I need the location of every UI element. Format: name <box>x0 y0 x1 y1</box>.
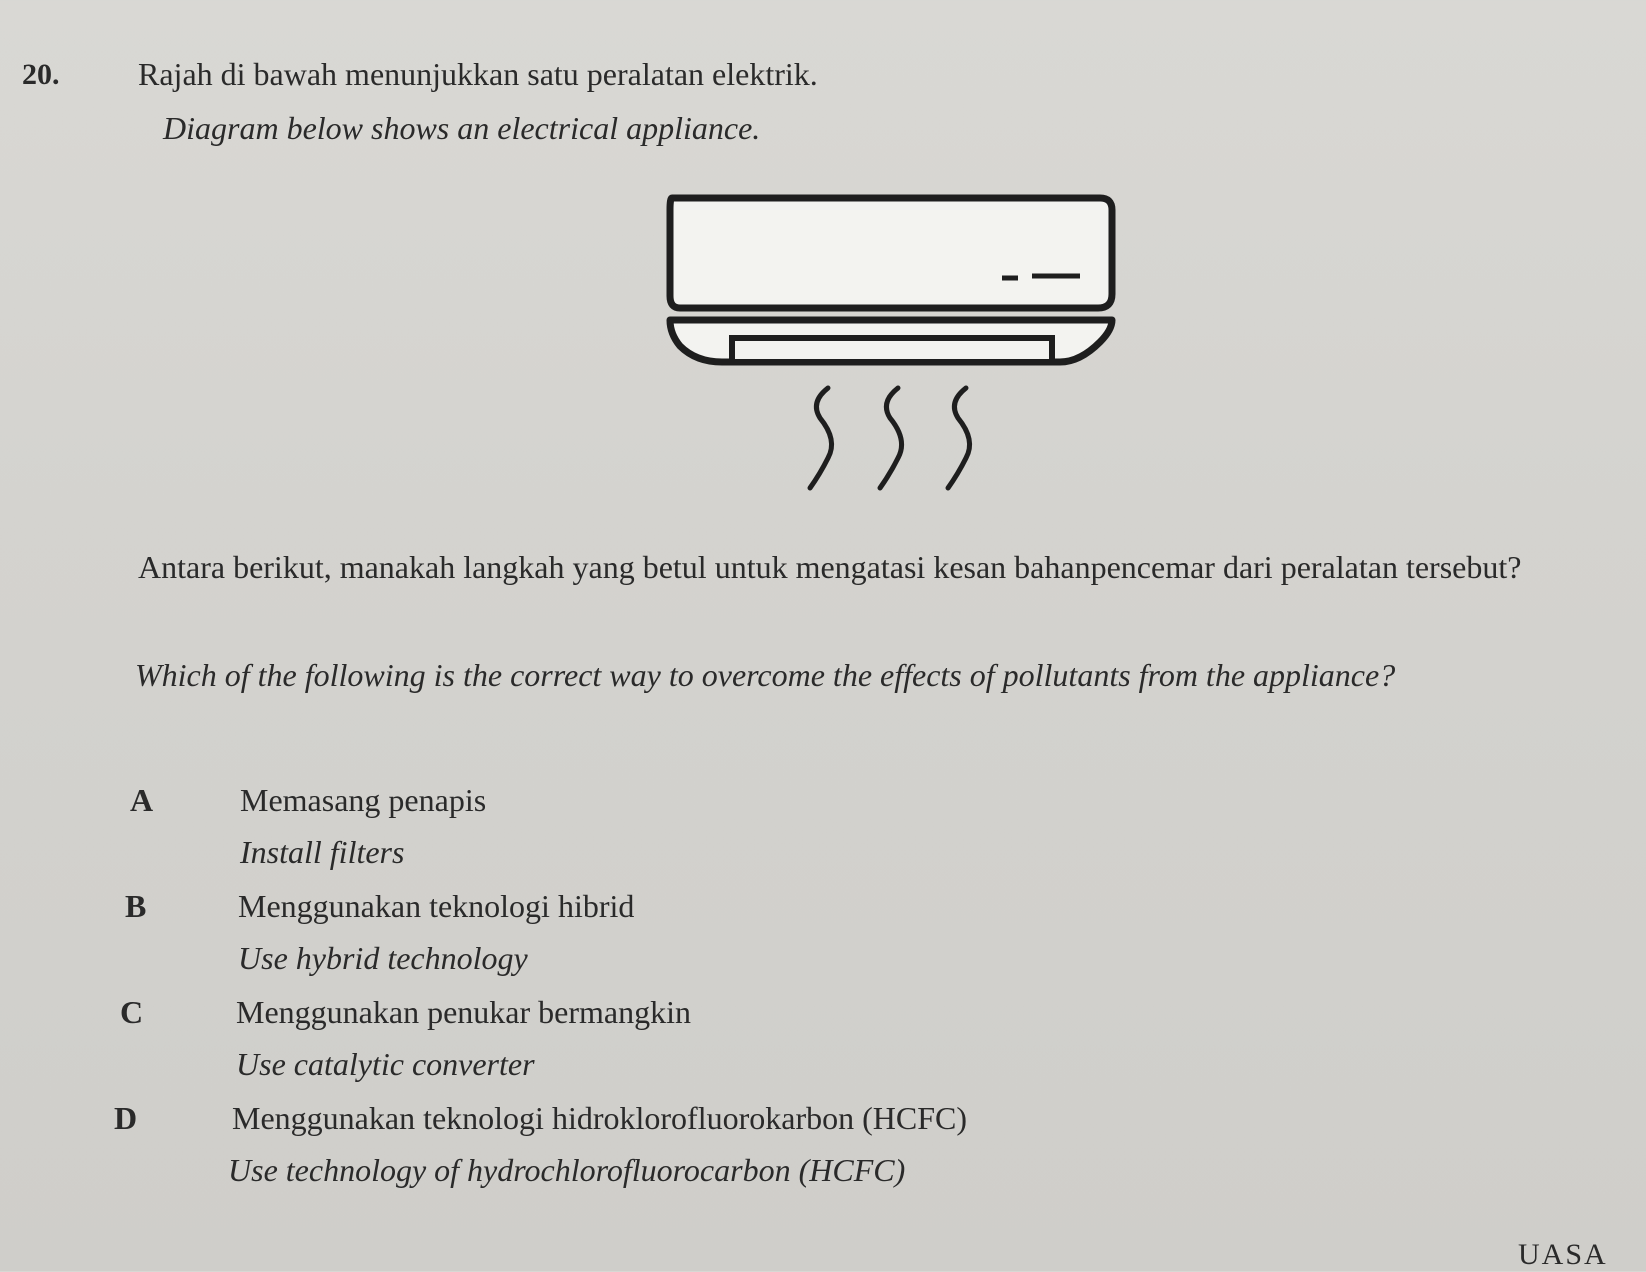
air-conditioner-diagram <box>660 190 1180 520</box>
question-prompt-malay: Antara berikut, manakah langkah yang betul untuk mengatasi kesan bahanpencemar dari peralatan tersebut? <box>138 549 1522 585</box>
option-c-letter[interactable]: C <box>120 994 144 1030</box>
question-number: 20. <box>22 58 60 91</box>
airflow-wave-1 <box>810 388 832 488</box>
option-b-english[interactable]: Use hybrid technology <box>238 940 528 976</box>
option-d-letter[interactable]: D <box>114 1100 138 1136</box>
question-stem-english: Diagram below shows an electrical appliance. <box>163 110 761 146</box>
option-c-malay[interactable]: Menggunakan penukar bermangkin <box>236 994 691 1030</box>
option-a-malay[interactable]: Memasang penapis <box>240 782 487 818</box>
option-a-letter[interactable]: A <box>130 782 154 818</box>
option-b-letter[interactable]: B <box>125 888 147 924</box>
question-prompt-english: Which of the following is the correct way to overcome the effects of pollutants from the appliance? <box>135 657 1396 693</box>
option-b-malay[interactable]: Menggunakan teknologi hibrid <box>238 888 635 924</box>
ac-vent-slot <box>732 338 1052 362</box>
option-d-malay[interactable]: Menggunakan teknologi hidroklorofluorokarbon (HCFC) <box>232 1100 967 1136</box>
airflow-wave-2 <box>880 388 902 488</box>
option-a-english[interactable]: Install filters <box>240 834 405 870</box>
question-stem-malay: Rajah di bawah menunjukkan satu peralatan elektrik. <box>138 56 818 92</box>
footer-label: UASA <box>1518 1238 1608 1271</box>
ac-unit-body <box>670 198 1112 308</box>
option-c-english[interactable]: Use catalytic converter <box>236 1046 535 1082</box>
option-d-english[interactable]: Use technology of hydrochlorofluorocarbon (HCFC) <box>228 1152 906 1188</box>
airflow-wave-3 <box>948 388 970 488</box>
